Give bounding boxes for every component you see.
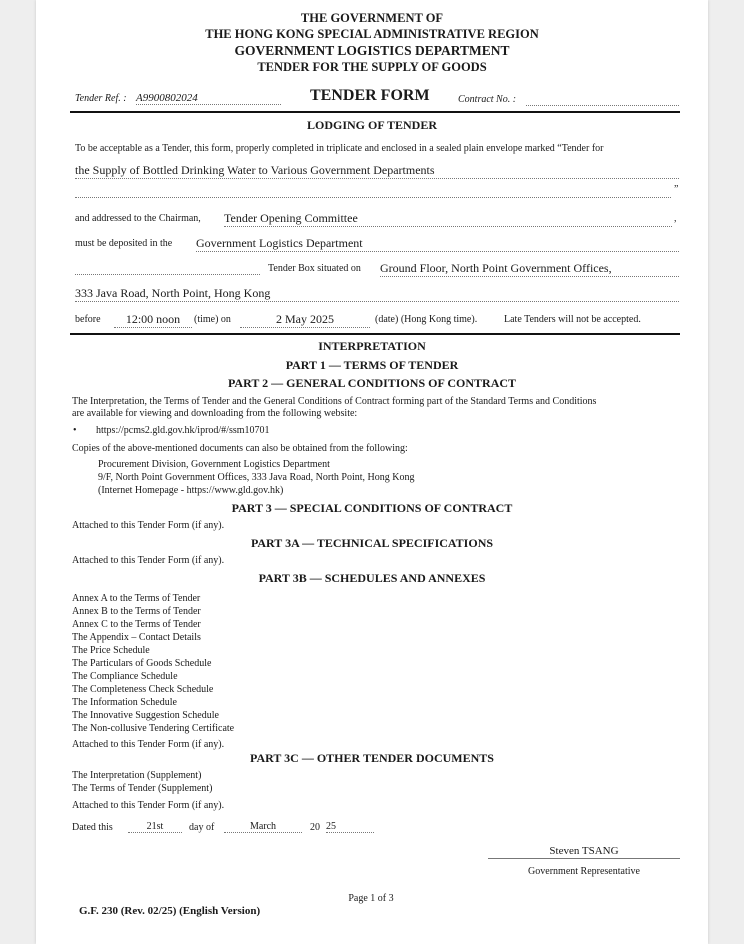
addressed-value: Tender Opening Committee: [224, 211, 358, 225]
part3-title: PART 3 — SPECIAL CONDITIONS OF CONTRACT: [231, 501, 513, 515]
part3a-title: PART 3A — TECHNICAL SPECIFICATIONS: [250, 536, 494, 550]
tender-box-prefix-field[interactable]: [75, 262, 260, 275]
divider-top: [70, 111, 680, 113]
list-item: The Appendix – Contact Details: [72, 632, 201, 643]
list-item: The Interpretation (Supplement): [72, 770, 202, 781]
month-value: March: [249, 821, 277, 832]
form-code: G.F. 230 (Rev. 02/25) (English Version): [79, 905, 261, 917]
part2-title: PART 2 — GENERAL CONDITIONS OF CONTRACT: [227, 376, 517, 390]
header-hksar: THE HONG KONG SPECIAL ADMINISTRATIVE REGION: [205, 27, 539, 41]
close-quote: ”: [674, 184, 679, 195]
tender-ref-label: Tender Ref. :: [75, 93, 127, 104]
deposited-label: must be deposited in the: [75, 238, 173, 249]
addressed-label: and addressed to the Chairman,: [75, 213, 201, 224]
bullet-icon: •: [73, 425, 77, 436]
addressed-field[interactable]: [224, 211, 672, 227]
header-tender-type: TENDER FOR THE SUPPLY OF GOODS: [257, 60, 487, 74]
part3b-list: [72, 592, 234, 735]
month-field[interactable]: [224, 821, 302, 833]
lodging-title: LODGING OF TENDER: [306, 118, 438, 132]
envelope-field-line2[interactable]: [75, 185, 671, 198]
list-item: The Innovative Suggestion Schedule: [72, 710, 219, 721]
century-label: 20: [310, 822, 320, 833]
tender-box-label: Tender Box situated on: [268, 263, 361, 274]
date-field[interactable]: [240, 312, 370, 328]
header-department: GOVERNMENT LOGISTICS DEPARTMENT: [234, 43, 510, 58]
list-item: The Information Schedule: [72, 697, 177, 708]
part3c-title: PART 3C — OTHER TENDER DOCUMENTS: [250, 751, 494, 765]
address-line2: 9/F, North Point Government Offices, 333 Java Road, North Point, Hong Kong: [98, 472, 415, 483]
list-item: Annex A to the Terms of Tender: [72, 593, 201, 604]
part3b-note: Attached to this Tender Form (if any).: [72, 739, 225, 750]
list-item: The Compliance Schedule: [72, 671, 178, 682]
part3c-note: Attached to this Tender Form (if any).: [72, 800, 225, 811]
late-note: Late Tenders will not be accepted.: [504, 314, 641, 325]
deposited-field[interactable]: [196, 236, 679, 252]
form-title: TENDER FORM: [310, 87, 430, 104]
part1-title: PART 1 — TERMS OF TENDER: [285, 358, 459, 372]
list-item: The Particulars of Goods Schedule: [72, 658, 212, 669]
date-label: (date) (Hong Kong time).: [375, 314, 478, 325]
deposited-value: Government Logistics Department: [196, 236, 363, 250]
year-value: 25: [326, 821, 336, 832]
dated-label: Dated this: [72, 822, 113, 833]
time-value: 12:00 noon: [125, 312, 181, 326]
day-field[interactable]: [128, 821, 182, 833]
list-item: The Terms of Tender (Supplement): [72, 783, 213, 794]
address-line3: (Internet Homepage - https://www.gld.gov.hk): [98, 485, 284, 496]
signature-name: Steven TSANG: [549, 845, 619, 857]
website-link[interactable]: https://pcms2.gld.gov.hk/iprod/#/ssm10701: [96, 425, 270, 436]
tender-form-page: [36, 0, 708, 944]
date-value: 2 May 2025: [276, 312, 334, 326]
divider-middle: [70, 333, 680, 335]
list-item: The Completeness Check Schedule: [72, 684, 214, 695]
list-item: Annex C to the Terms of Tender: [72, 619, 201, 630]
year-field[interactable]: [326, 821, 374, 833]
interpretation-para-line1: The Interpretation, the Terms of Tender and the General Conditions of Contract forming part of the Standard Terms and Conditions: [72, 396, 597, 407]
copies-text: Copies of the above-mentioned documents can also be obtained from the following:: [72, 443, 408, 454]
day-of-label: day of: [189, 822, 215, 833]
list-item: Annex B to the Terms of Tender: [72, 606, 201, 617]
interpretation-para-line2: are available for viewing and downloading from the following website:: [72, 408, 358, 419]
interpretation-title: INTERPRETATION: [318, 339, 426, 353]
envelope-field[interactable]: [75, 163, 679, 179]
list-item: The Non-collusive Tendering Certificate: [72, 723, 235, 734]
address-field[interactable]: [75, 286, 679, 302]
time-field[interactable]: [114, 312, 192, 328]
page-number: Page 1 of 3: [348, 893, 394, 904]
time-label: (time) on: [194, 314, 231, 325]
list-item: The Price Schedule: [72, 645, 150, 656]
address-line1: Procurement Division, Government Logistics Department: [98, 459, 330, 470]
signature-field[interactable]: [488, 845, 680, 859]
header-government: THE GOVERNMENT OF: [300, 11, 444, 25]
tender-box-field[interactable]: [380, 261, 679, 277]
lodging-intro: To be acceptable as a Tender, this form, properly completed in triplicate and enclosed in a sealed plain envelope marked “Tender for: [75, 143, 604, 154]
day-value: 21st: [146, 821, 164, 832]
contract-no-label: Contract No. :: [458, 94, 517, 105]
part3-note: Attached to this Tender Form (if any).: [72, 520, 225, 531]
address-value: 333 Java Road, North Point, Hong Kong: [75, 286, 271, 300]
addressed-end: ,: [674, 213, 677, 224]
before-label: before: [75, 314, 101, 325]
part3c-list: [72, 769, 212, 795]
contract-no-field[interactable]: [526, 93, 679, 106]
tender-ref-value: A9900802024: [136, 92, 198, 104]
signature-role: Government Representative: [528, 866, 640, 877]
part3a-note: Attached to this Tender Form (if any).: [72, 555, 225, 566]
part3b-title: PART 3B — SCHEDULES AND ANNEXES: [258, 571, 486, 585]
envelope-value: the Supply of Bottled Drinking Water to Various Government Departments: [75, 163, 435, 177]
tender-box-value: Ground Floor, North Point Government Offices,: [380, 261, 612, 275]
tender-ref-field[interactable]: [136, 92, 281, 105]
